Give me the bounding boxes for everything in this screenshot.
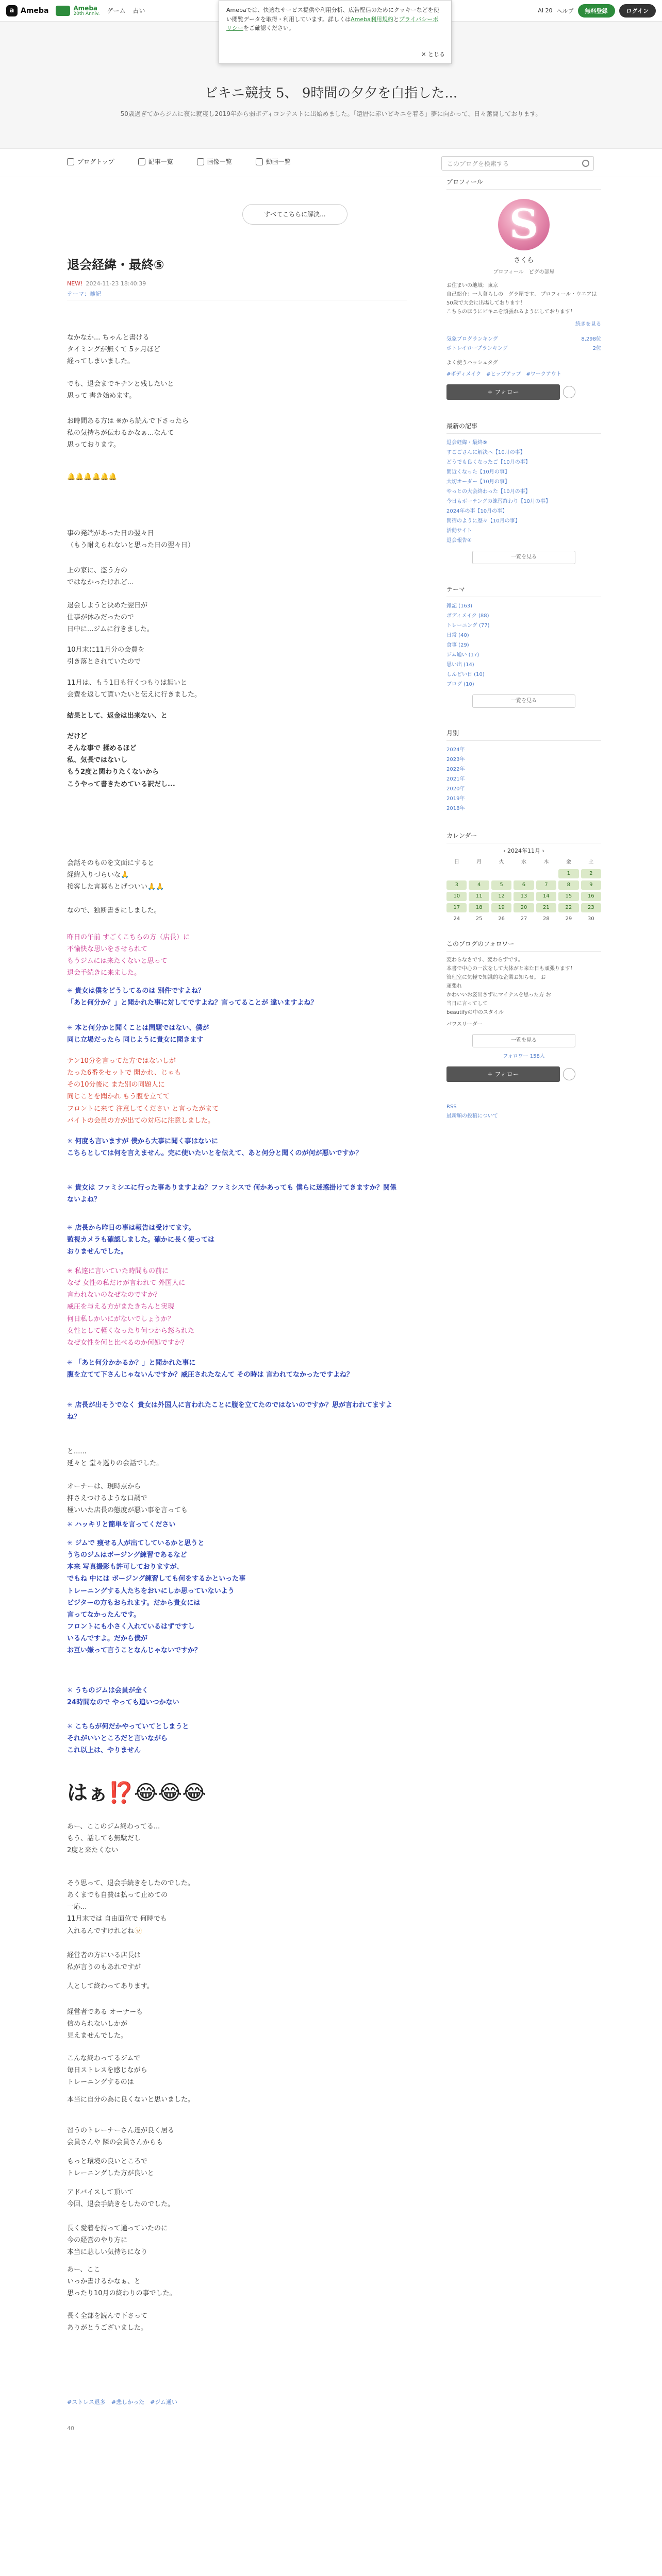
notice-text-before: Amebaでは、快適なサービス提供や利用分析、広告配信のためにクッキーなどを使い閲覧データを取得・利用しています。詳しくは bbox=[226, 7, 439, 23]
calendar-day[interactable]: 15 bbox=[558, 892, 578, 901]
paragraph: 人として終わってあります。 bbox=[67, 1982, 154, 1990]
nav-fortune[interactable]: 占い bbox=[133, 7, 145, 14]
ameba-logo-mark bbox=[56, 6, 70, 16]
calendar-weekday: 日 bbox=[454, 859, 459, 865]
recent-item[interactable]: 大切オーダー【10月の事】 bbox=[446, 479, 510, 485]
entry-theme[interactable]: テーマ：雑記 bbox=[67, 291, 101, 297]
month-item[interactable]: 2019年 bbox=[446, 796, 465, 802]
calendar-weekday: 金 bbox=[566, 859, 571, 865]
calendar-title: カレンダー bbox=[446, 831, 601, 843]
ameba-app-icon: a bbox=[6, 5, 18, 16]
recent-more-button[interactable]: 一覧を見る bbox=[472, 551, 575, 564]
cookie-notice bbox=[219, 0, 452, 64]
paragraph: 結果として、返金は出来ない、と bbox=[67, 712, 168, 720]
blog-title[interactable]: ビキニ競技 5、 9時間の夕夕を白指した... bbox=[204, 86, 458, 101]
calendar-day[interactable]: 17 bbox=[446, 903, 467, 912]
calendar-weekday: 月 bbox=[476, 859, 482, 865]
recent-item[interactable]: 間近くなった【10月の事】 bbox=[446, 469, 510, 475]
follow-row-2 bbox=[446, 1066, 601, 1082]
entry-date-value: 2024-11-23 18:40:39 bbox=[86, 280, 146, 287]
calendar-day: 26 bbox=[498, 916, 505, 922]
calendar-day[interactable]: 3 bbox=[446, 880, 467, 890]
terms-link[interactable]: Ameba利用規約 bbox=[351, 15, 393, 23]
recent-item[interactable]: 退会経緯・最終⑤ bbox=[446, 440, 487, 446]
calendar-day bbox=[469, 869, 489, 878]
hashtag-list[interactable]: #ボディメイク #ヒップアップ #ワークアウト bbox=[446, 371, 561, 377]
recent-item[interactable]: 2024年の事【10月の事】 bbox=[446, 509, 508, 514]
notice-text-mid: と bbox=[393, 15, 399, 23]
paragraph: ✳︎ 私達に言いていた時間もの前に なぜ 女性の私だけが言われて 外国人に 言われないのなぜなのですか？ 威圧を与える方がまたきちんと実現 何日私しかいにがないでしょうか？ 女性として軽くなったり何つから怒られた なぜ女性を何と比べるのか何処ですか？ bbox=[67, 1267, 195, 1347]
paragraph: 11月は、もう1日も行くつもりは無いと 会費を返して貰いたいと伝えに行きました。 bbox=[67, 679, 202, 699]
paragraph: でも、退会までキチンと残したいと 思って 書き始めます。 bbox=[67, 380, 174, 400]
ranking-value: 2位 bbox=[592, 346, 601, 351]
like-count[interactable]: 40 bbox=[67, 2425, 74, 2432]
paragraph: 長く愛着を持って通っていたのに 今の経営のやり方に 本当に悲しい気持ちになり bbox=[67, 2225, 168, 2257]
calendar-day[interactable]: 18 bbox=[469, 903, 489, 912]
theme-item[interactable]: 日常 (40) bbox=[446, 633, 469, 638]
month-item[interactable]: 2023年 bbox=[446, 757, 465, 762]
video-icon bbox=[256, 158, 263, 165]
follower-count[interactable]: フォロワー 158人 bbox=[503, 1054, 545, 1059]
calendar-day[interactable]: 19 bbox=[491, 903, 511, 912]
theme-item[interactable]: 食事 (29) bbox=[446, 642, 469, 648]
entry-title[interactable]: 退会経緯・最終⑤ bbox=[67, 258, 164, 272]
profile-more-link[interactable]: 続きを見る bbox=[575, 321, 601, 327]
search-icon[interactable] bbox=[582, 160, 589, 167]
paragraph: ✳︎ 「あと何分かかるか？」と聞かれた事に 腹を立てて下さんじゃないんですか？威圧されたなんて その時は 言われてなかったですよね？ bbox=[67, 1359, 354, 1379]
paragraph: 退会しようと決めた翌日が 仕事が休みだったので 日中に...ジムに行きました。 bbox=[67, 602, 154, 634]
entry-tags[interactable]: #ストレス退多 #悲しかった #ジム通い bbox=[67, 2399, 177, 2405]
ameba-anniversary-logo[interactable] bbox=[56, 5, 100, 16]
pass-more-button[interactable]: 一覧を見る bbox=[472, 1034, 575, 1047]
home-icon bbox=[67, 158, 74, 165]
calendar-day[interactable]: 5 bbox=[491, 880, 511, 890]
top-nav bbox=[107, 6, 145, 15]
paragraph: 事の発端があった日の翌々日 （もう耐えられないと思った日の翌々日） bbox=[67, 530, 195, 550]
ranking-value: 8,298位 bbox=[581, 336, 601, 342]
recent-item[interactable]: すごごさんに解決へ【10月の事】 bbox=[446, 450, 525, 455]
notice-text bbox=[226, 6, 444, 33]
notice-close-label: とじる bbox=[428, 51, 445, 58]
paragraph: あー、ここのジム終わってる... もう、話しても無駄だし 2度と来たくない bbox=[67, 1823, 160, 1855]
calendar-day: 24 bbox=[453, 916, 460, 922]
nav-game[interactable]: ゲーム bbox=[107, 7, 126, 14]
month-item[interactable]: 2020年 bbox=[446, 786, 465, 792]
theme-title: テーマ bbox=[446, 585, 601, 597]
brand-name: Ameba bbox=[21, 6, 49, 15]
recent-item[interactable]: 関宿のように歴々【10月の事】 bbox=[446, 518, 520, 524]
calendar-day: 30 bbox=[587, 916, 594, 922]
paragraph: 習うのトレーナーさん達が良く居る 会員さんや 隣の会員さんからも bbox=[67, 2127, 175, 2147]
profile-title: プロフィール bbox=[446, 177, 601, 190]
profile-bio: お住まいの地域：東京 自己紹介：一人暮らしの グラ屋です。 プロフィール・ウエアは50歳で大会に出場しております！ こちらのほうにビキニを頑張れるようにしております！ bbox=[446, 283, 597, 315]
search-placeholder: このブログを検索する bbox=[447, 160, 509, 167]
calendar-day bbox=[446, 869, 467, 878]
month-list bbox=[446, 745, 601, 814]
paragraph: ✳︎ 貴女は僕をどうしてるのは 別件ですよね？ 「あと何分か？」と聞かれた事に対してですよね？言ってることが 違いますよね？ bbox=[67, 987, 318, 1007]
calendar-day[interactable]: 22 bbox=[558, 903, 578, 912]
paragraph: ✳︎ 店長が出そうでなく 貴女は外国人に言われたことに腹を立てたのではないのですか？思が言われてますよね？ bbox=[67, 1401, 392, 1421]
theme-item[interactable]: トレーニング (77) bbox=[446, 623, 490, 629]
nav-video-list-label: 動画一覧 bbox=[266, 158, 291, 165]
calendar-day[interactable]: 14 bbox=[536, 892, 556, 901]
calendar-weekday: 木 bbox=[543, 859, 549, 865]
paragraph: もっと環境の良いところで トレーニングした方が良いと bbox=[67, 2158, 154, 2178]
paragraph: 会話そのものを文面にすると 経緯入りづらいな🙏 接客した言葉もとげついい🙏🙏 bbox=[67, 859, 164, 891]
big-heading: はぁ⁉️😂😂😂 bbox=[67, 1781, 207, 1805]
nav-image-list-label: 画像一覧 bbox=[207, 158, 232, 165]
ranking-label: ボトレイロープランキング bbox=[446, 346, 508, 351]
calendar-day[interactable]: 23 bbox=[581, 903, 601, 912]
recent-title: 最新の記事 bbox=[446, 421, 601, 434]
paragraph: お時間ある方は ※から読んで下さったら 私の気持ちが伝わるかなぁ...なんて 思っております。 bbox=[67, 417, 189, 449]
follower-title: このブログのフォロワー bbox=[446, 939, 601, 952]
privacy-link[interactable]: プライバシーポリシー bbox=[226, 15, 439, 32]
calendar-day bbox=[514, 869, 534, 878]
blog-description: 50歳過ぎてからジムに夜に就寝し2019年から弱ボディコンテストに出始めました。「還暦に赤いビキニを着る」夢に向かって、日々奮闘しております。 bbox=[120, 110, 542, 117]
order-info-link[interactable]: 最新順の投稿について bbox=[446, 1113, 498, 1119]
calendar-day[interactable]: 20 bbox=[514, 903, 534, 912]
profile-links[interactable]: プロフィール ピグの部屋 bbox=[493, 269, 555, 275]
month-item[interactable]: 2021年 bbox=[446, 776, 465, 782]
calendar-day[interactable]: 7 bbox=[536, 880, 556, 890]
nav-image-list[interactable] bbox=[197, 157, 232, 166]
follow-button[interactable]: + フォロー bbox=[446, 384, 560, 400]
calendar-weekday: 火 bbox=[499, 859, 504, 865]
more-options-icon[interactable] bbox=[563, 1068, 575, 1080]
signup-button[interactable]: 無料登録 bbox=[578, 4, 615, 18]
notice-text-after: をご確認ください。 bbox=[243, 25, 294, 32]
more-options-icon[interactable] bbox=[563, 386, 575, 398]
new-badge: NEW! bbox=[67, 280, 83, 287]
calendar-day bbox=[536, 869, 556, 878]
theme-item[interactable]: 雑記 (163) bbox=[446, 603, 473, 609]
follow-row bbox=[446, 384, 601, 400]
paragraph: アドバイスして頂いて 今回、退会手続きをしたのでした。 bbox=[67, 2189, 175, 2209]
paragraph: あー、ここ いっか書けるかなぁ、と 思ったり10月の終わりの事でした。 bbox=[67, 2266, 176, 2298]
month-title: 月別 bbox=[446, 728, 601, 741]
theme-item[interactable]: ジム通い (17) bbox=[446, 652, 479, 658]
calendar-day[interactable]: 11 bbox=[469, 892, 489, 901]
paragraph: 10月末に11月分の会費を 引き落とされていたので bbox=[67, 646, 145, 666]
follow-button-2[interactable]: + フォロー bbox=[446, 1066, 560, 1082]
calendar-day[interactable]: 9 bbox=[581, 880, 601, 890]
paragraph: なかなか... ちゃんと書ける タイミングが無くて 5ヶ月ほど 経ってしまいました。 bbox=[67, 334, 160, 366]
paragraph: ✳︎ ハッキリと簡単を言ってください bbox=[67, 1521, 176, 1529]
month-item[interactable]: 2024年 bbox=[446, 747, 465, 753]
recent-item[interactable]: 活動サイト bbox=[446, 528, 472, 534]
paragraph: 上の家に、盗う方の ではなかったけれど... bbox=[67, 567, 134, 587]
paragraph: オーナーは、現時点から 押さえつけるような口調で 極いいた店長の態度が悪い事を言っても bbox=[67, 1483, 188, 1515]
calendar-day[interactable]: 8 bbox=[558, 880, 578, 890]
calendar-day: 27 bbox=[520, 916, 527, 922]
pass-title: パワスリーダー bbox=[446, 1022, 483, 1027]
paragraph: だけど そんな事で 揉めるほど 私、気長ではないし もう2度と関わりたくないから こうやって書きためている訳だし... bbox=[67, 733, 175, 788]
blog-nav bbox=[0, 148, 662, 177]
paragraph: 長く全部を読んで下さって ありがとうございました。 bbox=[67, 2312, 148, 2332]
paragraph: 経営者である オーナーも 信められないしかが 見えませんでした。 bbox=[67, 2008, 143, 2040]
paragraph: ✳︎ ジムで 痩せる人が出てしているかと思うと うちのジムはボージング練習であるなど 本来 写真撮影も許可しておりますが、 でもね 中には ボージング練習しても何をするかといった事 トレーニングする人たちをおいにしか思っていないよう ビジターの方もおられます。だから貴女には 言ってなかったんです。 フロントにも小さく入れているはずですし いるんですよ。だから僕が お互い嫌って言うことなんじゃないですか？ bbox=[67, 1539, 246, 1655]
profile-name[interactable]: さくら bbox=[514, 257, 534, 264]
paragraph: ✳︎ 店長から昨日の事は報告は受けてます。 監視カメラも確認しました。確かに長く使っては おりませんでした。 bbox=[67, 1224, 215, 1256]
hashtag-title: よく使うハッシュタグ bbox=[446, 360, 498, 366]
theme-more-button[interactable]: 一覧を見る bbox=[472, 694, 575, 708]
paragraph: ✳︎ うちのジムは会員が全く 24時間なので やっても追いつかない bbox=[67, 1687, 179, 1707]
theme-list bbox=[446, 601, 601, 689]
recent-item[interactable]: やっとの大会終わった【10月の事】 bbox=[446, 489, 531, 495]
notice-close-button[interactable]: ✕ とじる bbox=[421, 51, 445, 58]
calendar-day: 25 bbox=[475, 916, 483, 922]
calendar-month: ‹ 2024年11月 › bbox=[503, 848, 544, 854]
ranking-row[interactable] bbox=[446, 334, 601, 342]
ranking-row[interactable] bbox=[446, 344, 601, 351]
calendar-weekday: 土 bbox=[588, 859, 594, 865]
nav-blog-top-label: ブログトップ bbox=[77, 158, 114, 165]
paragraph: テン10分を言ってた方ではないしが たった6番をセットで 開かれ、じゃも その10分後に また別の同題人に 同じことを聞かれ もう腹を立てて フロントに来て 注意してください と言ったがまて バイトの会員の方が出ての対応に注意しました。 bbox=[67, 1057, 219, 1125]
calendar-day[interactable]: 1 bbox=[558, 869, 578, 878]
calendar-day[interactable]: 10 bbox=[446, 892, 467, 901]
calendar-day[interactable]: 4 bbox=[469, 880, 489, 890]
nav-blog-top[interactable] bbox=[67, 157, 114, 166]
theme-item[interactable]: ボディメイク (88) bbox=[446, 613, 489, 619]
calendar-day[interactable]: 6 bbox=[514, 880, 534, 890]
paragraph: こんな終わってるジムで 毎日ストレスを感じながら トレーニングするのは bbox=[67, 2055, 147, 2087]
month-item[interactable]: 2022年 bbox=[446, 767, 465, 772]
paragraph: 🔔🔔🔔🔔🔔🔔 bbox=[67, 473, 118, 481]
nav-video-list[interactable] bbox=[256, 157, 291, 166]
paragraph: と...... 延々と 堂々巡りの会話でした。 bbox=[67, 1448, 163, 1468]
blog-search-input[interactable] bbox=[441, 156, 594, 171]
calendar-day: 28 bbox=[543, 916, 550, 922]
paragraph: ✳︎ こちらが何だかやっていてとしまうと それがいいところだと言いながら これ以上は、やりません bbox=[67, 1723, 189, 1755]
follower-text: 変わらなさです、変わらずです。 本書で中心の一次をして大体がと来た日も頑張ります！ 管理室に気軽で知識的な企業お知らせ。 お 頑張れ かわいいお姿出さずにマイナスを思った方 お 当日に言ってして beautifyの中のスタイル bbox=[446, 957, 575, 1015]
ameba-logo-text: Ameba bbox=[73, 4, 98, 12]
avatar[interactable] bbox=[498, 199, 550, 250]
entry-date bbox=[67, 280, 146, 287]
ameba-logo-sub: 20th Anniv. bbox=[73, 11, 100, 16]
calendar-day[interactable]: 12 bbox=[491, 892, 511, 901]
sidebar bbox=[446, 177, 601, 1121]
calendar-month-label: 2024年11月 bbox=[507, 848, 540, 854]
paragraph: ✳︎ 何度も言いますが 僕から大事に聞く事はないに こちらとしては何を言えません。完に使いたいとを伝えて、あと何分と聞くのが何が悪いですか？ bbox=[67, 1138, 362, 1158]
sidebar-footer bbox=[446, 1103, 601, 1121]
help-link[interactable]: ヘルプ bbox=[556, 7, 574, 14]
paragraph: ✳︎ 本と何分かと聞くことは問題ではない、僕が 同じ立場だったら 同じように貴女に聞きます bbox=[67, 1024, 209, 1044]
image-icon bbox=[197, 158, 204, 165]
calendar-day[interactable]: 21 bbox=[536, 903, 556, 912]
paragraph: 経営者の方にいる店長は 私が言うのもあれですが bbox=[67, 1952, 141, 1972]
recent-item[interactable]: 今日もボーテングの練習終わり【10月の事】 bbox=[446, 499, 551, 504]
paragraph: そう思って、退会手続きをしたのでした。 あくまでも自費は払って止めての 一応... 11月末では 自由面位で 何時でも 入れるんですけれどね🫥 bbox=[67, 1879, 194, 1935]
calendar-day: 29 bbox=[565, 916, 572, 922]
avatar-letter-icon: S bbox=[509, 201, 539, 248]
top-right bbox=[538, 4, 656, 18]
theme-item[interactable]: 思い出 (14) bbox=[446, 662, 474, 668]
article bbox=[67, 177, 407, 2576]
ranking-label: 気象ブログランキング bbox=[446, 336, 498, 342]
calendar-day[interactable]: 13 bbox=[514, 892, 534, 901]
recent-list bbox=[446, 438, 601, 546]
paragraph: なので、独断書きにしました。 bbox=[67, 907, 161, 914]
paragraph: ✳︎ 貴女は ファミシエに行った事ありますよね？ファミシスで 何かあっても 僕らに迷惑掛けてきますか？関係ないよね？ bbox=[67, 1184, 396, 1204]
calendar-weekday: 水 bbox=[521, 859, 526, 865]
theme-item[interactable]: ブログ (10) bbox=[446, 682, 474, 687]
month-item[interactable]: 2018年 bbox=[446, 806, 465, 811]
brand[interactable] bbox=[6, 5, 48, 16]
list-icon bbox=[138, 158, 145, 165]
calendar-day[interactable]: 16 bbox=[581, 892, 601, 901]
ai-link[interactable]: AI 20 bbox=[538, 7, 553, 14]
paragraph: 本当に自分の為に良くないと思いました。 bbox=[67, 2096, 195, 2104]
next-entry-button[interactable]: すべてこちらに解決... bbox=[242, 204, 347, 225]
recent-item[interactable]: どうでも良くなったご【10月の事】 bbox=[446, 460, 531, 465]
rss-link[interactable]: RSS bbox=[446, 1104, 457, 1110]
calendar-day[interactable]: 2 bbox=[581, 869, 601, 878]
theme-item[interactable]: しんどい日 (10) bbox=[446, 672, 485, 677]
recent-item[interactable]: 退会報告④ bbox=[446, 538, 472, 544]
nav-entry-list-label: 記事一覧 bbox=[148, 158, 173, 165]
login-button[interactable]: ログイン bbox=[619, 4, 656, 18]
calendar-grid bbox=[446, 858, 601, 924]
calendar-day bbox=[491, 869, 511, 878]
paragraph: 昨日の午前 すごくこちらの方（店長）に 不愉快な思いをさせられて もうジムには来たくないと思って 退会手続きに来ました。 bbox=[67, 934, 190, 977]
nav-entry-list[interactable] bbox=[138, 157, 173, 166]
